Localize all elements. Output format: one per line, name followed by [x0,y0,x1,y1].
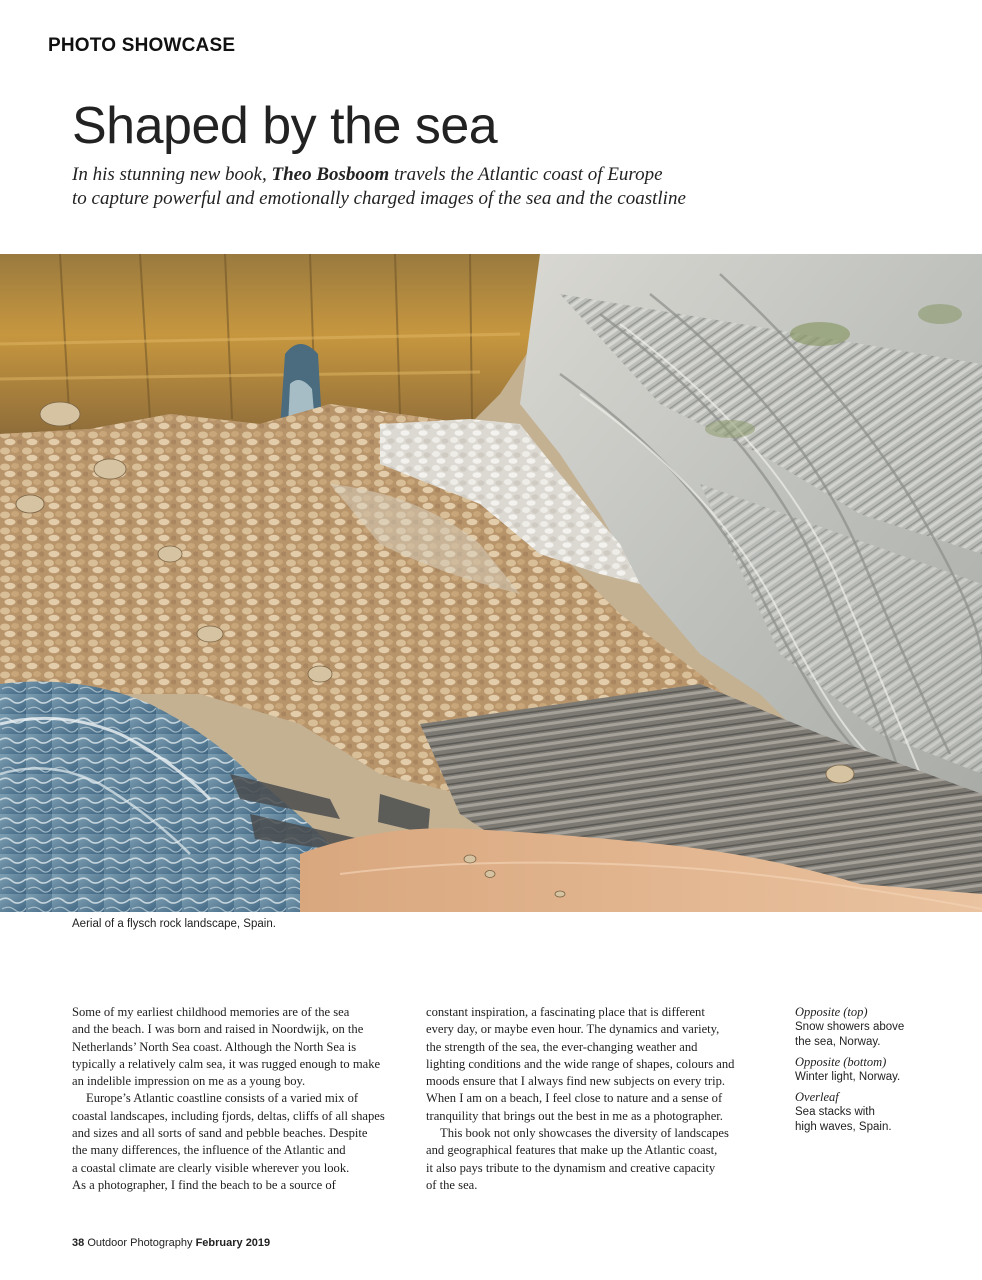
author-name: Theo Bosboom [271,164,390,185]
body-line: moods ensure that I always find new subjects on every trip. [426,1074,726,1089]
body-line: it also pays tribute to the dynamism and creative capacity [426,1160,716,1175]
body-line: This book not only showcases the diversity of landscapes [440,1126,729,1141]
page-number: 38 [72,1237,85,1249]
sidebar-caption-text: Snow showers above the sea, Norway. [795,1021,905,1048]
body-line: an indelible impression on me as a young boy. [72,1074,306,1089]
body-line: coastal landscapes, including fjords, deltas, cliffs of all shapes [72,1108,385,1123]
standfirst-line-1: In his stunning new book, Theo Bosboom travels the Atlantic coast of Europe [72,164,663,185]
sidebar-caption-heading: Opposite (top) [795,1005,868,1019]
article-headline: Shaped by the sea [72,97,498,155]
body-line: When I am on a beach, I feel close to nature and a sense of [426,1091,723,1106]
body-line: As a photographer, I find the beach to be a source of [72,1177,336,1192]
body-line: a coastal climate are clearly visible wherever you look. [72,1160,350,1175]
body-line: Europe’s Atlantic coastline consists of a varied mix of [86,1091,359,1106]
issue-date: February 2019 [195,1237,271,1249]
body-line: typically a relatively calm sea, it was rugged enough to make [72,1056,381,1071]
page-footer [72,1237,270,1249]
body-line: and the beach. I was born and raised in Noordwijk, on the [72,1022,364,1037]
photo-caption: Aerial of a flysch rock landscape, Spain. [72,918,276,930]
flysch-aerial-illustration [0,254,982,912]
sidebar-caption-opposite-bottom [795,1054,965,1085]
sidebar-caption-text: Winter light, Norway. [795,1071,901,1083]
picture-captions-sidebar [795,1004,965,1139]
sidebar-caption-text: Sea stacks with high waves, Spain. [795,1106,892,1133]
body-line: lighting conditions and the wide range of shapes, colours and [426,1056,735,1071]
body-line: tranquility that brings out the best in me as a photographer. [426,1108,723,1123]
body-column-1 [72,1004,417,1194]
sidebar-caption-overleaf [795,1089,965,1135]
section-label: PHOTO SHOWCASE [48,35,236,56]
body-line: Netherlands’ North Sea coast. Although the North Sea is [72,1039,357,1054]
hero-photo [0,254,982,912]
body-line: constant inspiration, a fascinating place that is different [426,1005,705,1019]
sidebar-caption-heading: Overleaf [795,1090,839,1104]
standfirst-line-2: to capture powerful and emotionally charged images of the sea and the coastline [72,188,686,209]
magazine-name: Outdoor Photography [87,1237,193,1249]
body-line: and sizes and all sorts of sand and pebble beaches. Despite [72,1126,368,1141]
body-line: Some of my earliest childhood memories are of the sea [72,1005,350,1019]
body-column-2 [426,1004,771,1194]
body-line: every day, or maybe even hour. The dynamics and variety, [426,1022,720,1037]
sidebar-caption-opposite-top [795,1004,965,1050]
standfirst [72,163,772,211]
body-line: the strength of the sea, the ever-changing weather and [426,1039,698,1054]
body-line: the many differences, the influence of the Atlantic and [72,1143,346,1158]
sidebar-caption-heading: Opposite (bottom) [795,1055,887,1069]
body-line: of the sea. [426,1177,478,1192]
body-line: and geographical features that make up the Atlantic coast, [426,1143,718,1158]
